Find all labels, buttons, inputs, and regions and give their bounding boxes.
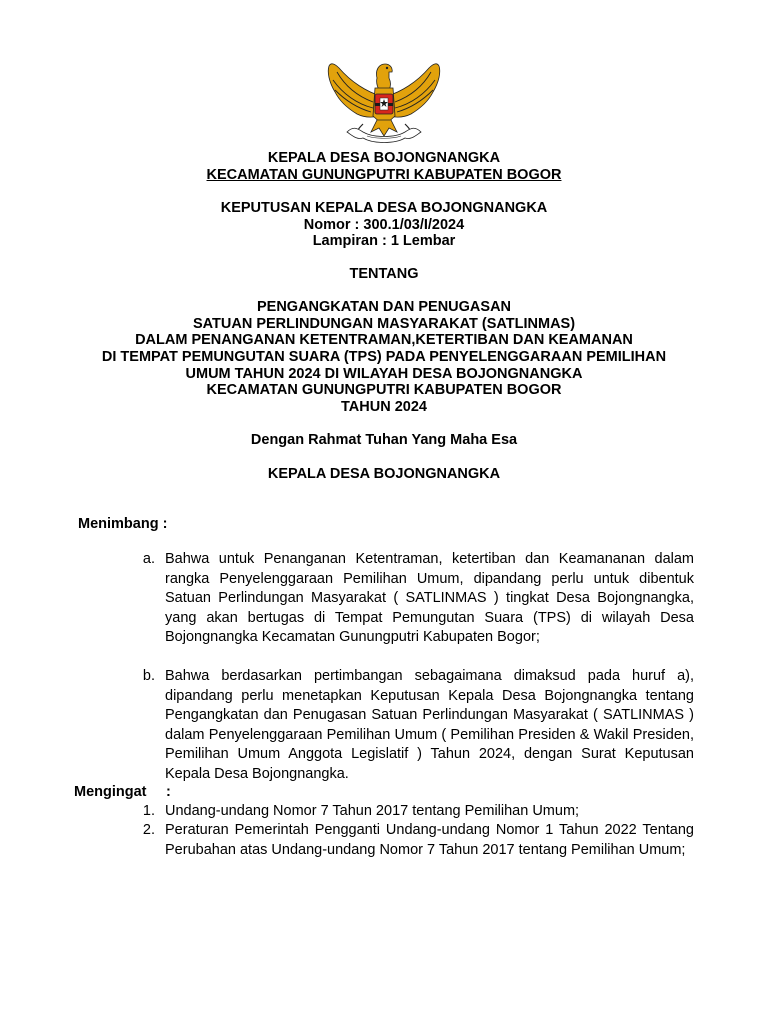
subject-line: DALAM PENANGANAN KETENTRAMAN,KETERTIBAN DAN KEAMANAN — [135, 332, 633, 348]
list-marker: b. — [142, 668, 155, 684]
mengingat-label: Mengingat — [74, 784, 147, 800]
letterhead-subtitle: KECAMATAN GUNUNGPUTRI KABUPATEN BOGOR — [206, 167, 562, 183]
subject-line: TAHUN 2024 — [341, 399, 427, 415]
subject-line: DI TEMPAT PEMUNGUTAN SUARA (TPS) PADA PENYELENGGARAAN PEMILIHAN — [101, 349, 667, 365]
list-marker: 1. — [142, 803, 155, 819]
subject-line: SATUAN PERLINDUNGAN MASYARAKAT (SATLINMAS) — [192, 316, 576, 332]
decision-title: KEPUTUSAN KEPALA DESA BOJONGNANGKA — [220, 200, 548, 216]
decision-attachment: Lampiran : 1 Lembar — [312, 233, 456, 249]
list-marker: 2. — [142, 822, 155, 838]
menimbang-label: Menimbang : — [78, 516, 168, 532]
garuda-emblem-icon — [323, 56, 445, 144]
about-label: TENTANG — [349, 266, 419, 282]
invocation: Dengan Rahmat Tuhan Yang Maha Esa — [250, 432, 518, 448]
subject-line: KECAMATAN GUNUNGPUTRI KABUPATEN BOGOR — [206, 382, 562, 398]
mengingat-colon: : — [166, 784, 171, 800]
decision-number: Nomor : 300.1/03/I/2024 — [303, 217, 465, 233]
consideration-item: Bahwa berdasarkan pertimbangan sebagaimana dimaksud pada huruf a), dipandang perlu menetapkan Keputusan Kepala Desa Bojongnangka tentang Pengangkatan dan Penugasan Satuan Perlindungan Masyarakat ( SATLINMAS ) dalam Penyelenggaraan Pemilihan Umum ( Pemilihan Presiden & Wakil Presiden, Pemilihan Umum Anggota Legislatif ) Tahun 2024, dengan Surat Keputusan Kepala Desa Bojongnangka. — [165, 668, 694, 782]
legal-basis-item: Peraturan Pemerintah Pengganti Undang-undang Nomor 1 Tahun 2022 Tentang Perubahan atas Undang-undang Nomor 7 Tahun 2017 tentang Pemilihan Umum; — [165, 822, 694, 858]
list-marker: a. — [142, 551, 155, 567]
subject-line: PENGANGKATAN DAN PENUGASAN — [256, 299, 512, 315]
consideration-item: Bahwa untuk Penanganan Ketentraman, ketertiban dan Keamananan dalam rangka Penyelenggaraan Pemilihan Umum, dipandang perlu untuk dibentuk Satuan Perlindungan Masyarakat ( SATLINMAS ) tingkat Desa Bojongnangka, yang akan bertugas di Tempat Pemungutan Suara (TPS) di wilayah Desa Bojongnangka Kecamatan Gunungputri Kabupaten Bogor; — [165, 551, 694, 646]
letterhead-title: KEPALA DESA BOJONGNANGKA — [267, 150, 501, 166]
subject-line: UMUM TAHUN 2024 DI WILAYAH DESA BOJONGNANGKA — [185, 366, 583, 382]
authority-heading: KEPALA DESA BOJONGNANGKA — [267, 466, 501, 482]
legal-basis-item: Undang-undang Nomor 7 Tahun 2017 tentang Pemilihan Umum; — [165, 803, 580, 819]
